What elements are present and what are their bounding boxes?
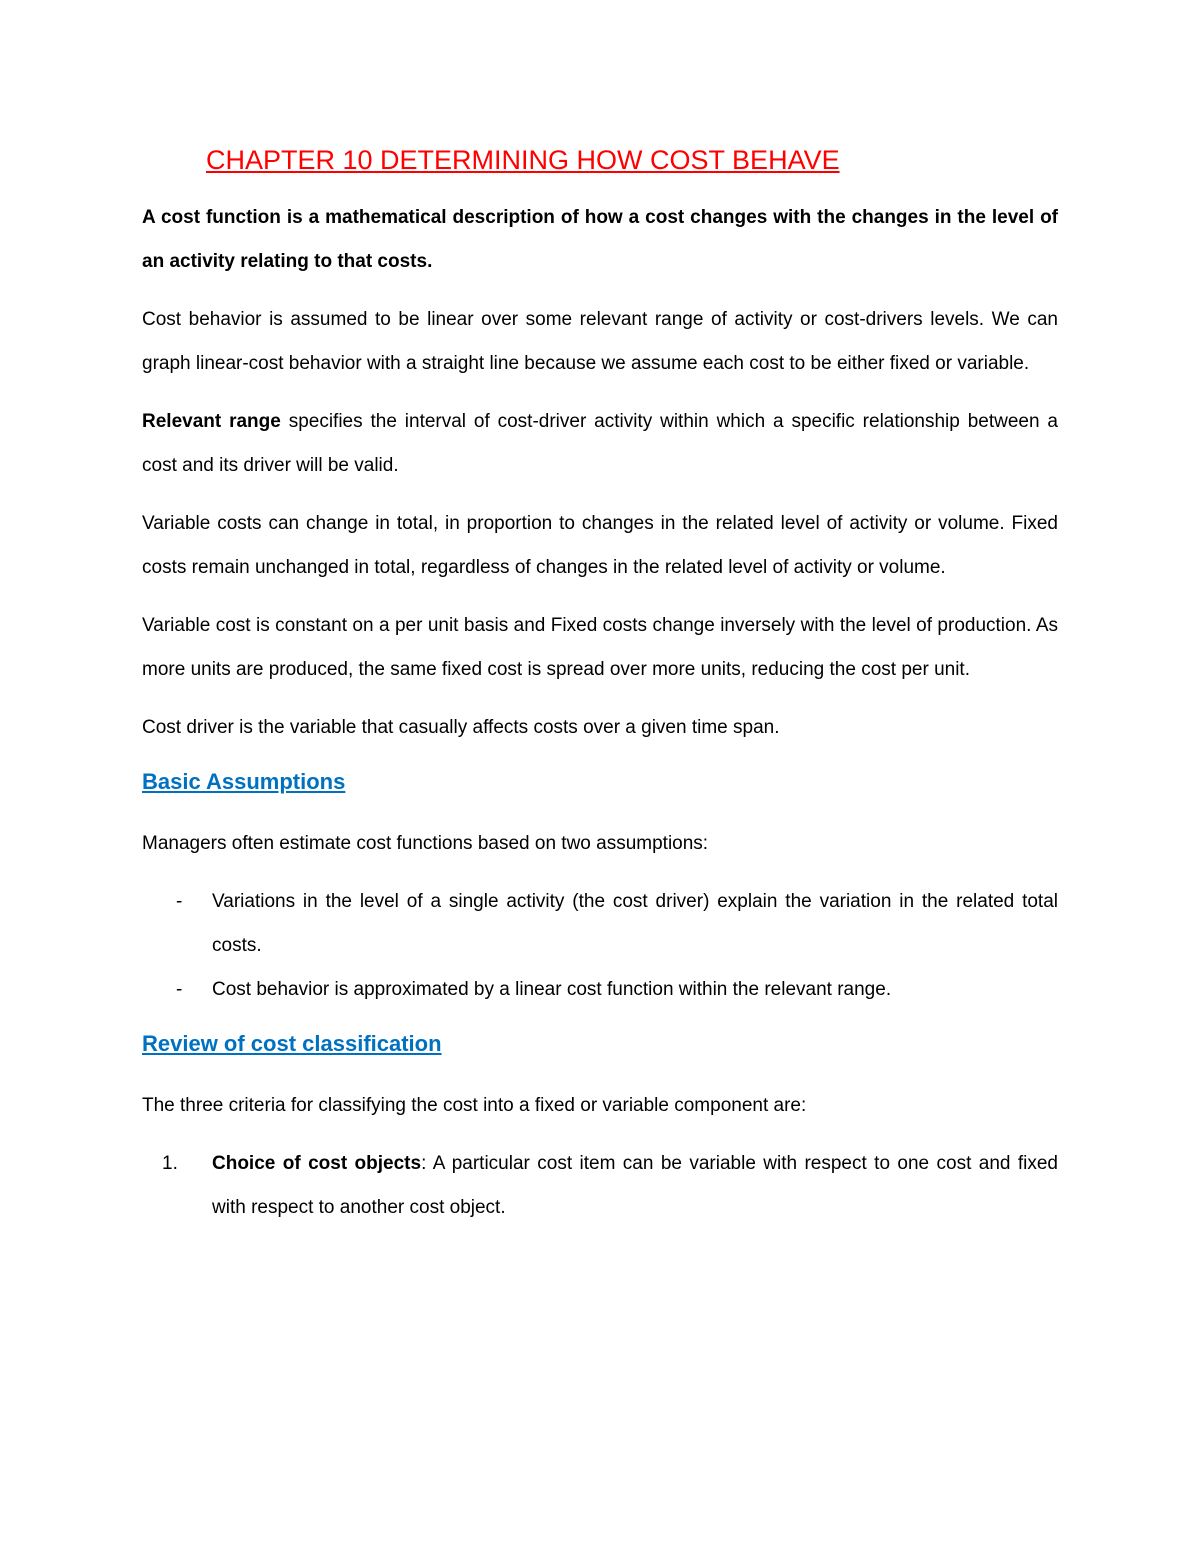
criteria-list (142, 1142, 1058, 1230)
review-heading: Review of cost classification (142, 1031, 442, 1056)
linear-behavior-paragraph: Cost behavior is assumed to be linear over some relevant range of activity or cost-drivers levels. We can graph linear-cost behavior with a straight line because we assume each cost to be either fixed or variable. (142, 309, 1058, 374)
criteria-text: : A particular cost item can be variable with respect to one cost and fixed with respect to another cost object. (212, 1153, 1058, 1218)
variable-fixed-paragraph: Variable costs can change in total, in proportion to changes in the related level of activity or volume. Fixed costs remain unchanged in total, regardless of changes in the related level of activity or volume. (142, 513, 1058, 578)
assumptions-list (142, 880, 1058, 1012)
basic-assumptions-intro: Managers often estimate cost functions based on two assumptions: (142, 833, 709, 854)
basic-assumptions-heading: Basic Assumptions (142, 769, 346, 794)
relevant-range-paragraph (142, 400, 1058, 488)
relevant-range-term: Relevant range (142, 411, 281, 432)
review-intro: The three criteria for classifying the cost into a fixed or variable component are: (142, 1095, 807, 1116)
chapter-title: CHAPTER 10 DETERMINING HOW COST BEHAVE (206, 145, 840, 175)
list-item (142, 1142, 1058, 1230)
list-item-text: Cost behavior is approximated by a linear cost function within the relevant range. (212, 979, 892, 1000)
list-marker: - (176, 979, 183, 1000)
criteria-term: Choice of cost objects (212, 1153, 422, 1174)
list-item (142, 880, 1058, 968)
per-unit-paragraph: Variable cost is constant on a per unit basis and Fixed costs change inversely with the level of production. As more units are produced, the same fixed cost is spread over more units, reducing the cost per unit. (142, 615, 1058, 680)
document-content (142, 140, 1058, 1230)
list-item (142, 968, 1058, 1012)
intro-paragraph: A cost function is a mathematical description of how a cost changes with the changes in the level of an activity relating to that costs. (142, 207, 1058, 272)
relevant-range-text: specifies the interval of cost-driver activity within which a specific relationship between a cost and its driver will be valid. (142, 411, 1058, 476)
cost-driver-paragraph: Cost driver is the variable that casually affects costs over a given time span. (142, 717, 780, 738)
list-marker: 1. (162, 1153, 178, 1174)
list-marker: - (176, 891, 183, 912)
list-item-text: Variations in the level of a single activity (the cost driver) explain the variation in the related total costs. (212, 891, 1058, 956)
